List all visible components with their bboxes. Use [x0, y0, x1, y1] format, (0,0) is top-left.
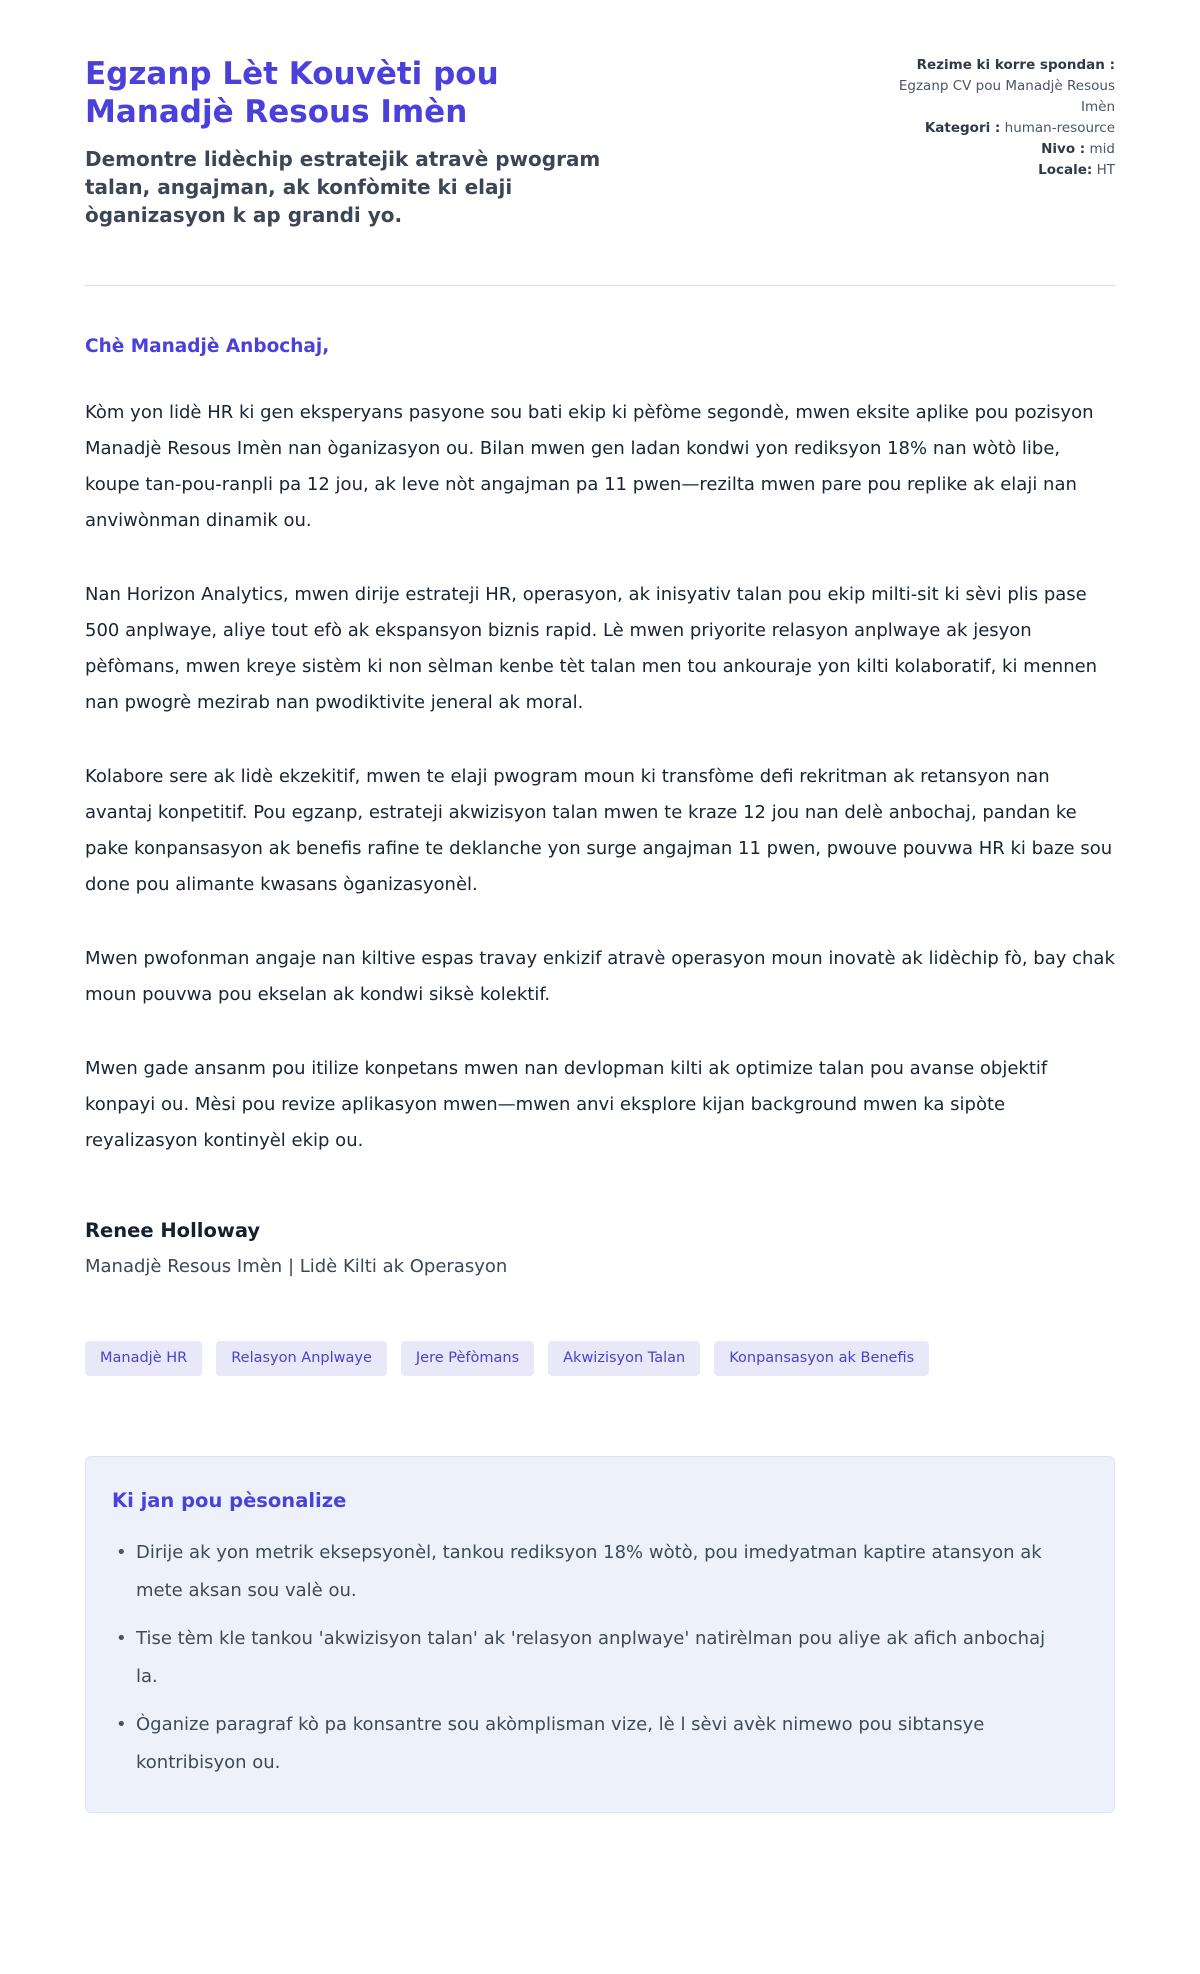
tag-chip[interactable]: Konpansasyon ak Benefis: [714, 1341, 929, 1376]
personalize-tips-panel: [85, 1456, 1115, 1813]
meta-resume: [897, 55, 1115, 118]
meta-category: [897, 118, 1115, 139]
letter-paragraph: Kolabore sere ak lidè ekzekitif, mwen te elaji pwogram moun ki transfòme defi rekritman ak retansyon nan avantaj konpetitif. Pou egzanp, estrateji akwizisyon talan mwen te kraze 12 jou nan delè anbochaj, pandan ke pake konpansasyon ak benefis rafine te deklanche yon surge angajman 11 pwen, pwouve pouvwa HR ki baze sou done pou alimante kwasans òganizasyonèl.: [85, 766, 1113, 895]
meta-category-value: human-resource: [1004, 120, 1115, 136]
letter-paragraph: Kòm yon lidè HR ki gen eksperyans pasyone sou bati ekip ki pèfòme segondè, mwen eksite aplike pou pozisyon Manadjè Resous Imèn nan òganizasyon ou. Bilan mwen gen ladan kondwi yon rediksyon 18% nan wòtò libe, koupe tan-pou-ranpli pa 12 jou, ak leve nòt angajman pa 11 pwen—rezilta mwen pare pou replike ak elaji nan anviwònman dinamik ou.: [85, 402, 1094, 531]
tip-item: • Dirije ak yon metrik eksepsyonèl, tankou rediksyon 18% wòtò, pou imedyatman kaptire atansyon ak mete aksan sou valè ou.: [136, 1534, 1056, 1610]
tips-heading: Ki jan pou pèsonalize: [112, 1488, 347, 1512]
page-subtitle: Demontre lidèchip estratejik atravè pwogram talan, angajman, ak konfòmite ki elaji òganizasyon k ap grandi yo.: [85, 147, 601, 227]
letter-paragraphs: [85, 395, 1115, 1159]
tag-chip[interactable]: Manadjè HR: [85, 1341, 202, 1376]
meta-locale: [897, 160, 1115, 181]
meta-category-label: Kategori :: [924, 120, 1001, 136]
tag-list: [85, 1341, 1115, 1376]
meta-locale-label: Locale:: [1038, 162, 1093, 178]
meta-resume-label: Rezime ki korre spondan :: [916, 57, 1115, 73]
cover-letter-body: [85, 336, 1115, 1277]
letter-paragraph: Mwen gade ansanm pou itilize konpetans mwen nan devlopman kilti ak optimize talan pou avanse objektif konpayi ou. Mèsi pou revize aplikasyon mwen—mwen anvi eksplore kijan background mwen ka sipòte reyalizasyon kontinyèl ekip ou.: [85, 1058, 1048, 1151]
signature-title: Manadjè Resous Imèn | Lidè Kilti ak Operasyon: [85, 1256, 508, 1277]
page-title: Egzanp Lèt Kouvèti pou Manadjè Resous Imèn: [85, 56, 499, 130]
page-header: [85, 55, 1115, 229]
tag-chip[interactable]: Relasyon Anplwaye: [216, 1341, 387, 1376]
letter-paragraph: Nan Horizon Analytics, mwen dirije estrateji HR, operasyon, ak inisyativ talan pou ekip milti-sit ki sèvi plis pase 500 anplwaye, aliye tout efò ak ekspansyon biznis rapid. Lè mwen priyorite relasyon anplwaye ak jesyon pèfòmans, mwen kreye sistèm ki non sèlman kenbe tèt talan men tou ankouraje yon kilti kolaboratif, ki mennen nan pwogrè mezirab nan pwodiktivite jeneral ak moral.: [85, 584, 1098, 713]
header-meta: [897, 55, 1115, 181]
tag-chip[interactable]: Akwizisyon Talan: [548, 1341, 700, 1376]
tips-list: [112, 1534, 1088, 1782]
tip-item: • Òganize paragraf kò pa konsantre sou akòmplisman vize, lè l sèvi avèk nimewo pou sibtansye kontribisyon ou.: [136, 1706, 1056, 1782]
meta-level-label: Nivo :: [1041, 141, 1086, 157]
tag-chip[interactable]: Jere Pèfòmans: [401, 1341, 534, 1376]
letter-greeting: Chè Manadjè Anbochaj,: [85, 336, 330, 357]
header-left: [85, 55, 630, 229]
header-divider: [85, 285, 1115, 286]
meta-resume-value: Egzanp CV pou Manadjè Resous Imèn: [898, 78, 1115, 115]
meta-level-value: mid: [1089, 141, 1115, 157]
meta-locale-value: HT: [1096, 162, 1115, 178]
meta-level: [897, 139, 1115, 160]
tip-item: • Tise tèm kle tankou 'akwizisyon talan' ak 'relasyon anplwaye' natirèlman pou aliye ak afich anbochaj la.: [136, 1620, 1056, 1696]
signature-name: Renee Holloway: [85, 1219, 261, 1242]
letter-paragraph: Mwen pwofonman angaje nan kiltive espas travay enkizif atravè operasyon moun inovatè ak lidèchip fò, bay chak moun pouvwa pou ekselan ak kondwi siksè kolektif.: [85, 948, 1115, 1005]
